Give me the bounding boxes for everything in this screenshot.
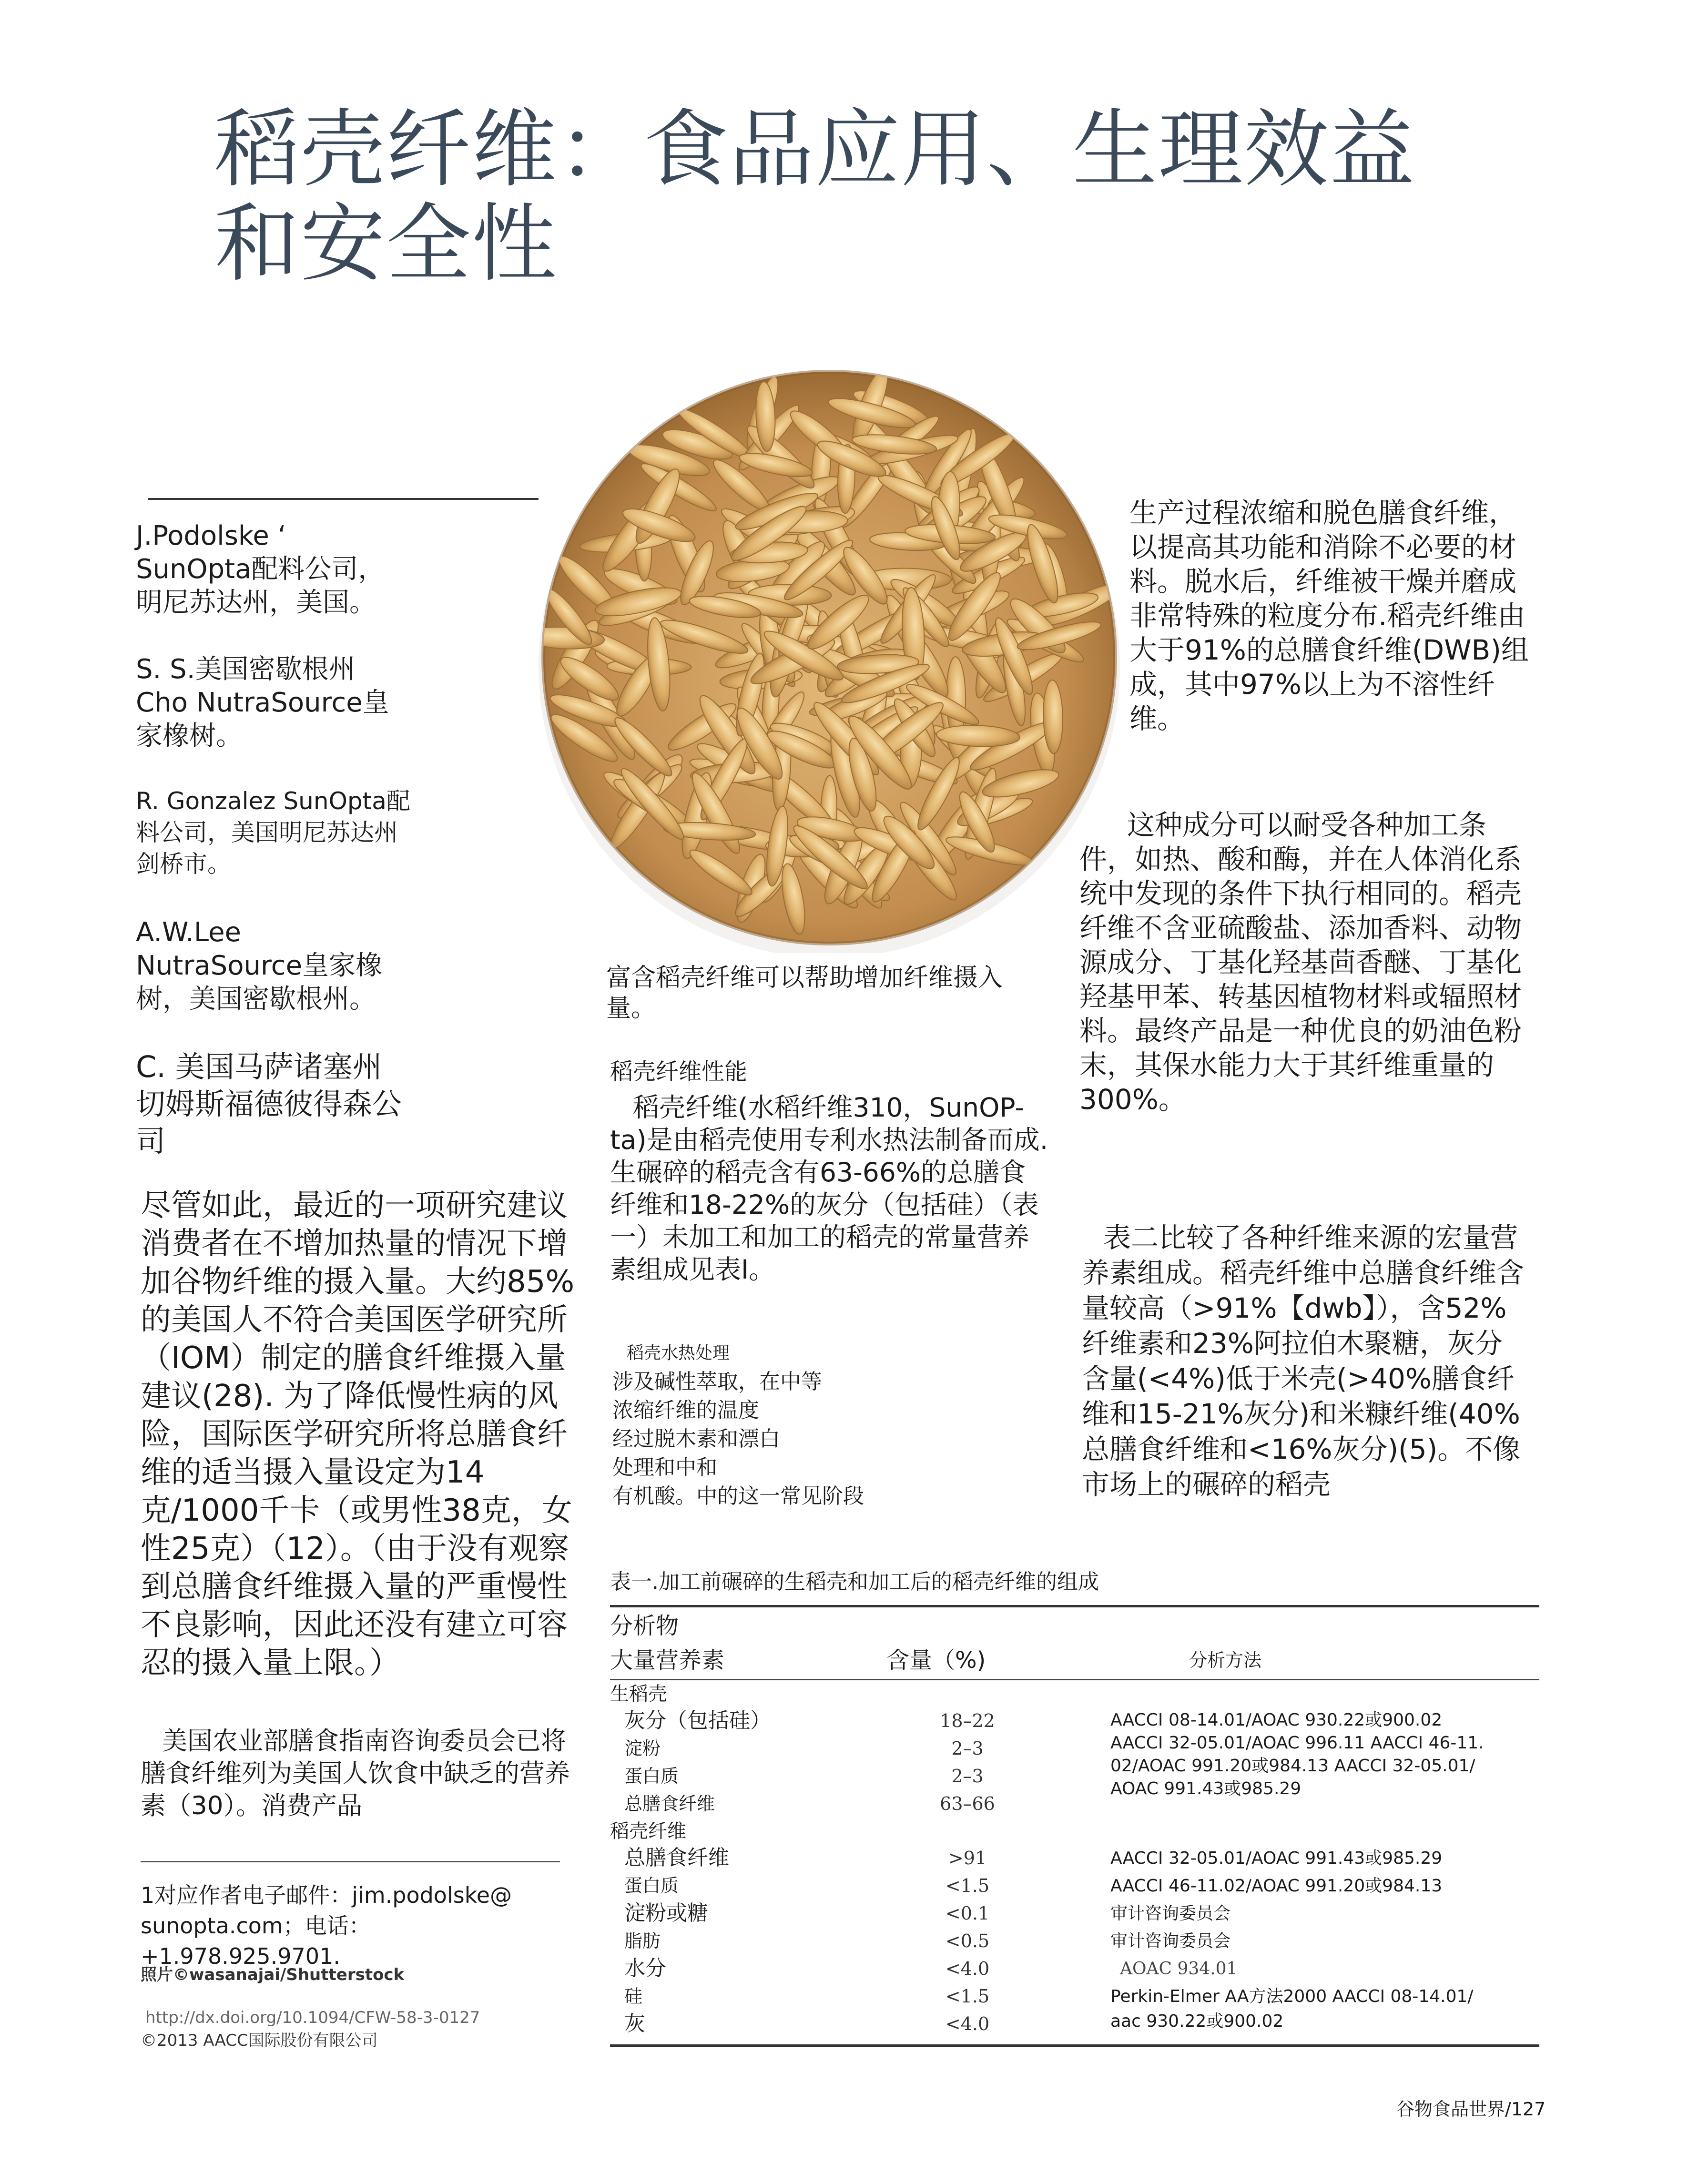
section-heading: 稻壳纤维性能	[610, 1058, 748, 1085]
doi-link[interactable]: http://dx.doi.org/10.1094/CFW-58-3-0127	[145, 2008, 480, 2027]
row-method: AACCI 46-11.02/AOAC 991.20或984.13	[1110, 1876, 1443, 1896]
row-method: aac 930.22或900.02	[1110, 2011, 1284, 2031]
page-folio: 谷物食品世界/127	[1396, 2099, 1546, 2120]
author-affiliation-4: A.W.Lee NutraSource皇家橡 树，美国密歇根州。	[136, 917, 383, 1015]
table-row	[610, 1844, 1539, 1872]
process-line: 涉及碱性萃取，在中等	[612, 1370, 822, 1394]
table-section	[610, 1680, 1539, 1707]
row-value: <0.5	[945, 1930, 990, 1951]
process-line: 浓缩纤维的温度	[612, 1398, 759, 1422]
correspondence-footnote: 1对应作者电子邮件：jim.podolske@ sunopta.com；电话：+1.978.925.9701.	[141, 1882, 512, 1969]
row-name: 蛋白质	[624, 1875, 679, 1896]
row-value: >91	[948, 1848, 987, 1869]
table-row	[610, 1872, 1539, 1900]
row-name: 淀粉或糖	[624, 1901, 708, 1925]
process-description	[612, 1339, 1041, 1511]
mid-paragraph: 稻壳纤维(水稻纤维310，SunOP-ta)是由稻壳使用专利水热法制备而成.生碾碎的稻壳含有63-66%的总膳食纤维和18-22%的灰分（包括硅）（表一）未加工和加工的稻壳的常量营养素组成见表I。	[610, 1092, 1048, 1285]
row-value: 2–3	[951, 1766, 984, 1787]
process-line: 经过脱木素和漂白	[612, 1427, 780, 1451]
photo-credit: 照片©wasanajai/Shutterstock	[141, 1965, 405, 1984]
composition-table	[610, 1568, 1539, 2047]
header-analyte: 分析物	[610, 1613, 679, 1639]
table-row	[610, 1900, 1539, 1927]
author-affiliation-3: R. Gonzalez SunOpta配 料公司，美国明尼苏达州 剑桥市。	[136, 787, 410, 878]
author-divider	[148, 498, 539, 500]
table-row	[610, 1955, 1539, 1982]
row-value: <0.1	[945, 1903, 990, 1924]
table-header	[610, 1607, 1539, 1679]
header-macronutrient: 大量营养素	[610, 1647, 725, 1674]
row-value: <4.0	[945, 2013, 990, 2034]
table-row	[610, 2010, 1539, 2038]
article-title: 稻壳纤维：食品应用、生理效益和安全性	[214, 100, 1415, 293]
row-value: 2–3	[951, 1738, 984, 1759]
process-heading: 稻壳水热处理	[627, 1343, 730, 1363]
table-row	[610, 1927, 1539, 1955]
row-name: 总膳食纤维	[624, 1846, 729, 1870]
row-method: 审计咨询委员会	[1110, 1904, 1231, 1923]
header-content: 含量（%)	[886, 1647, 986, 1674]
row-value: <1.5	[945, 1986, 990, 2007]
section-label: 生稻壳	[610, 1683, 667, 1705]
table-section	[610, 1818, 1539, 1844]
row-name: 水分	[624, 1956, 666, 1981]
row-name: 硅	[624, 1986, 643, 2007]
row-name: 灰	[624, 2011, 645, 2036]
section-label: 稻壳纤维	[610, 1820, 686, 1842]
left-paragraph-1: 尽管如此，最近的一项研究建议消费者在不增加热量的情况下增加谷物纤维的摄入量。大约85%的美国人不符合美国医学研究所（IOM）制定的膳食纤维摄入量建议(28). 为了降低慢性病的风险，国际医学研究所将总膳食纤维的适当摄入量设定为14克/1000千卡（或男性38克，女性25克）（12）。（由于没有观察到总膳食纤维摄入量的严重慢性不良影响，因此还没有建立可容忍的摄入量上限。）	[141, 1188, 575, 1681]
row-name: 蛋白质	[624, 1766, 679, 1787]
row-name: 总膳食纤维	[624, 1793, 715, 1814]
row-name: 脂肪	[624, 1930, 661, 1951]
row-value: 18–22	[940, 1710, 995, 1731]
process-line: 有机酸。中的这一常见阶段	[612, 1484, 864, 1508]
row-value: 63–66	[940, 1793, 995, 1814]
row-method: 审计咨询委员会	[1110, 1931, 1231, 1951]
row-method: AACCI 32-05.01/AOAC 991.43或985.29	[1110, 1849, 1443, 1868]
left-paragraph-2: 美国农业部膳食指南咨询委员会已将膳食纤维列为美国人饮食中缺乏的营养素（30）。消费产品	[141, 1727, 570, 1820]
row-name: 灰分（包括硅）	[624, 1708, 771, 1733]
author-affiliation-2: S. S.美国密歇根州 Cho NutraSource皇 家橡树。	[136, 654, 389, 752]
table-caption: 表一.加工前碾碎的生稻壳和加工后的稻壳纤维的组成	[610, 1570, 1099, 1594]
process-line: 处理和中和	[612, 1455, 717, 1480]
table-bottom-rule	[610, 2044, 1539, 2047]
row-method: AOAC 934.01	[1120, 1959, 1238, 1979]
right-paragraph-2: 这种成分可以耐受各种加工条件，如热、酸和酶，并在人体消化系统中发现的条件下执行相同的。稻壳纤维不含亚硫酸盐、添加香料、动物源成分、丁基化羟基茴香醚、丁基化羟基甲苯、转基因植物材料或辐照材料。最终产品是一种优良的奶油色粉末，其保水能力大于其纤维重量的300%。	[1079, 809, 1522, 1116]
row-value: <4.0	[945, 1958, 990, 1979]
row-value: <1.5	[945, 1875, 990, 1896]
footnote-rule	[141, 1861, 560, 1862]
row-method: Perkin-Elmer AA方法2000 AACCI 08-14.01/	[1110, 1987, 1474, 2006]
right-paragraph-1: 生产过程浓缩和脱色膳食纤维，以提高其功能和消除不必要的材料。脱水后，纤维被干燥并磨成非常特殊的粒度分布.稻壳纤维由大于91%的总膳食纤维(DWB)组成，其中97%以上为不溶性纤维。	[1129, 497, 1529, 735]
header-method: 分析方法	[1189, 1650, 1262, 1671]
author-affiliation-5: C. 美国马萨诸塞州 切姆斯福德彼得森公 司	[136, 1049, 402, 1158]
row-name: 淀粉	[624, 1738, 661, 1759]
figure-caption: 富含稻壳纤维可以帮助增加纤维摄入量。	[606, 964, 1003, 1023]
section-method: AACCI 08-14.01/AOAC 930.22或900.02 AACCI 32-05.01/AOAC 996.11 AACCI 46-11. 02/AOAC 991.20或984.13 AACCI 32-05.01/ AOAC 991.43或985.29	[1110, 1710, 1484, 1798]
right-paragraph-3: 表二比较了各种纤维来源的宏量营养素组成。稻壳纤维中总膳食纤维含量较高（>91%【dwb】），含52%纤维素和23%阿拉伯木聚糖，灰分含量(<4%)低于米壳(>40%膳食纤维和15-21%灰分)和米糠纤维(40%总膳食纤维和<16%灰分)(5)。不像市场上的碾碎的稻壳	[1082, 1221, 1525, 1501]
copyright-notice: ©2013 AACC国际股份有限公司	[141, 2031, 378, 2050]
author-affiliation-1: J.Podolske ‘ SunOpta配料公司， 明尼苏达州，美国。	[136, 520, 385, 618]
rice-husk-bowl-image	[529, 353, 1129, 953]
table-row	[610, 1982, 1539, 2010]
